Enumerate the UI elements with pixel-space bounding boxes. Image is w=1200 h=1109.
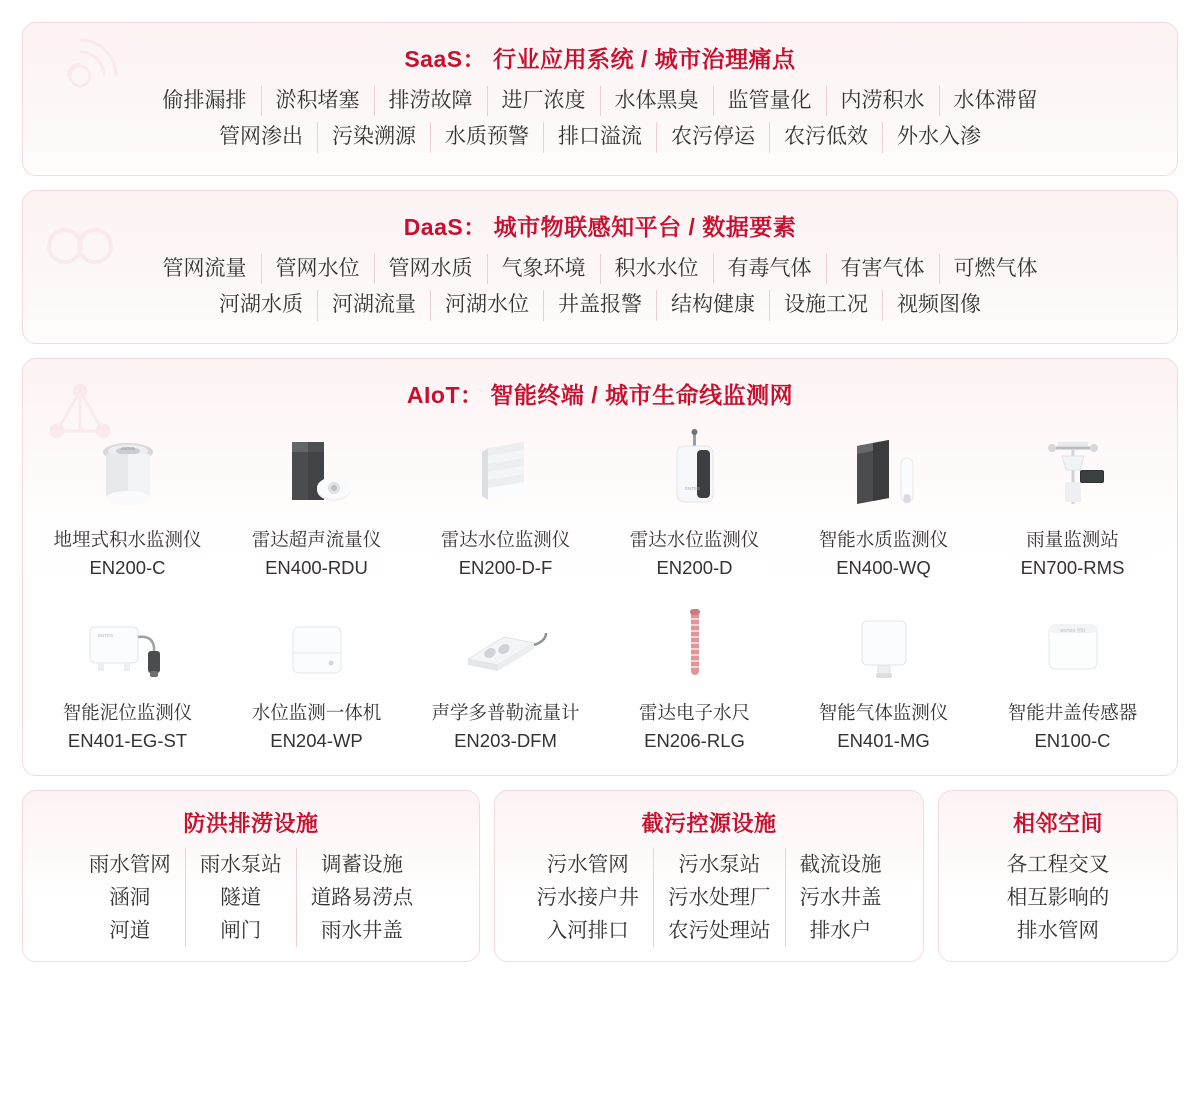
device-model: EN200-C (89, 556, 166, 578)
sewage-item: 污水管网 (546, 852, 629, 876)
device-model: EN204-WP (270, 730, 363, 751)
saas-tag: 内涝积水 (826, 86, 939, 116)
device-item[interactable] (411, 589, 600, 757)
svg-text:ENTES: ENTES (97, 633, 113, 639)
manhole-cover-sensor-icon (982, 595, 1163, 691)
daas-title: DaaS： 城市物联感知平台 / 数据要素 (403, 213, 797, 240)
saas-tag: 排口溢流 (543, 122, 656, 152)
device-name: 智能水质监测仪 (818, 528, 949, 550)
saas-title: SaaS： 行业应用系统 / 城市治理痛点 (404, 46, 796, 72)
gas-monitor-icon (793, 595, 974, 691)
device-name: 雷达水位监测仪 (440, 528, 571, 550)
radar-ultrasonic-flowmeter-icon (226, 422, 407, 518)
integrated-level-monitor-icon (226, 595, 407, 691)
device-item[interactable] (978, 416, 1167, 584)
water-quality-meter-icon (793, 422, 974, 518)
device-model: EN206-RLG (644, 730, 745, 751)
sewage-item: 污水泵站 (678, 852, 761, 876)
radar-level-meter-icon (604, 422, 785, 518)
device-name: 声学多普勒流量计 (431, 702, 580, 724)
device-model: EN700-RMS (1020, 556, 1125, 578)
device-model: EN203-DFM (454, 730, 557, 751)
sewage-item: 污水接户井 (536, 885, 639, 909)
device-model: EN400-RDU (265, 556, 368, 578)
adjacent-columns (949, 848, 1167, 948)
saas-tag: 监管量化 (713, 86, 826, 116)
device-item[interactable] (600, 589, 789, 757)
sewage-item: 污水井盖 (799, 885, 882, 909)
sewage-column (523, 848, 654, 948)
sewage-facilities-title: 截污控源设施 (641, 810, 777, 836)
daas-tag: 井盖报警 (543, 290, 656, 320)
flood-facilities-card (22, 790, 480, 963)
device-name: 智能井盖传感器 (1007, 702, 1138, 724)
device-grid (33, 416, 1167, 757)
device-model: EN200-D (656, 556, 733, 578)
device-item[interactable] (33, 416, 222, 584)
device-item[interactable] (789, 589, 978, 757)
saas-tag: 管网渗出 (219, 125, 303, 149)
electronic-water-gauge-icon (604, 595, 785, 691)
adjacent-item: 各工程交叉 (1006, 852, 1110, 876)
sewage-column (653, 848, 785, 948)
saas-tag: 污染溯源 (317, 122, 430, 152)
saas-tag: 农污停运 (656, 122, 769, 152)
svg-text:ENTES: ENTES (684, 485, 700, 491)
device-model: EN401-EG-ST (67, 730, 188, 751)
flood-item: 雨水井盖 (321, 919, 403, 943)
daas-tag: 管网流量 (162, 256, 247, 280)
daas-tag: 有毒气体 (713, 254, 826, 284)
daas-row-2 (41, 290, 1159, 320)
daas-tag: 河湖水位 (430, 290, 543, 320)
device-name: 雷达超声流量仪 (251, 528, 382, 550)
adjacent-item: 排水管网 (1017, 919, 1099, 943)
flood-item: 涵洞 (109, 885, 151, 909)
saas-tag: 偷排漏排 (162, 89, 247, 112)
device-model: EN401-MG (837, 730, 930, 751)
saas-tag: 水体黑臭 (600, 86, 713, 116)
device-name: 地埋式积水监测仪 (53, 528, 202, 550)
doppler-flowmeter-icon (415, 595, 596, 691)
device-model: EN400-WQ (836, 556, 931, 578)
flood-column (296, 848, 428, 948)
daas-tag: 积水水位 (600, 254, 713, 284)
device-name: 水位监测一体机 (251, 702, 382, 724)
saas-tag: 水体滞留 (939, 86, 1052, 116)
daas-tag: 气象环境 (487, 254, 600, 284)
sewage-column (785, 848, 896, 948)
device-item[interactable] (222, 589, 411, 757)
daas-tag: 设施工况 (769, 290, 882, 320)
sewage-item: 入河排口 (546, 919, 629, 943)
device-item[interactable] (411, 416, 600, 584)
flood-item: 河道 (109, 919, 151, 943)
flood-item: 隧道 (220, 885, 262, 909)
sewage-facilities-card (494, 790, 924, 963)
flood-facilities-title: 防洪排涝设施 (183, 810, 319, 836)
flood-column (185, 848, 296, 948)
adjacent-column (993, 848, 1124, 948)
sewage-item: 农污处理站 (668, 919, 771, 943)
saas-tag: 农污低效 (769, 122, 882, 152)
device-name: 雷达电子水尺 (638, 702, 750, 724)
daas-row-1 (41, 254, 1159, 284)
daas-tag: 管网水位 (261, 254, 374, 284)
device-item[interactable] (33, 589, 222, 757)
sewage-item: 污水处理厂 (668, 885, 771, 909)
radar-level-meter-f-icon (415, 422, 596, 518)
flood-columns (33, 848, 469, 948)
device-name: 雨量监测站 (1026, 528, 1119, 550)
device-item[interactable] (789, 416, 978, 584)
saas-tag: 外水入渗 (882, 122, 995, 152)
daas-card (22, 190, 1178, 344)
daas-tag: 河湖水质 (219, 293, 303, 317)
device-item[interactable] (222, 416, 411, 584)
flood-column (75, 848, 185, 948)
flood-item: 道路易涝点 (310, 885, 414, 909)
flood-item: 雨水管网 (88, 852, 171, 876)
aiot-title: AIoT： 智能终端 / 城市生命线监测网 (406, 381, 794, 408)
bottom-row (22, 790, 1178, 963)
svg-text:ENTES 智联: ENTES 智联 (1059, 628, 1086, 634)
device-item[interactable] (600, 416, 789, 584)
adjacent-space-card (938, 790, 1178, 963)
daas-tag: 可燃气体 (939, 254, 1052, 284)
saas-tag: 水质预警 (430, 122, 543, 152)
device-name: 智能气体监测仪 (818, 702, 949, 724)
sewage-item: 截流设施 (799, 852, 882, 876)
flood-item: 雨水泵站 (199, 852, 282, 876)
adjacent-space-title: 相邻空间 (1012, 810, 1103, 836)
sewage-columns (505, 848, 913, 948)
buried-water-level-sensor-icon (37, 422, 218, 518)
daas-tag: 管网水质 (374, 254, 487, 284)
saas-card (22, 22, 1178, 176)
flood-item: 调蓄设施 (321, 852, 403, 876)
daas-tag: 视频图像 (882, 290, 995, 320)
adjacent-item: 相互影响的 (1006, 885, 1110, 909)
saas-tag: 进厂浓度 (487, 86, 600, 116)
saas-tag: 淤积堵塞 (261, 86, 374, 116)
daas-tag: 河湖流量 (317, 290, 430, 320)
device-model: EN200-D-F (458, 556, 553, 578)
daas-tag: 结构健康 (656, 290, 769, 320)
rain-gauge-station-icon (982, 422, 1163, 518)
device-name: 智能泥位监测仪 (62, 702, 193, 724)
device-model: EN100-C (1034, 730, 1111, 751)
sludge-level-meter-icon (37, 595, 218, 691)
device-name: 雷达水位监测仪 (629, 528, 760, 550)
daas-tag: 有害气体 (826, 254, 939, 284)
aiot-card (22, 358, 1178, 776)
saas-tag: 排涝故障 (374, 86, 487, 116)
device-item[interactable] (978, 589, 1167, 757)
svg-text:ENTES: ENTES (120, 445, 135, 451)
flood-item: 闸门 (220, 919, 262, 943)
sewage-item: 排水户 (809, 919, 872, 943)
saas-row-1 (41, 86, 1159, 116)
saas-row-2 (41, 122, 1159, 152)
